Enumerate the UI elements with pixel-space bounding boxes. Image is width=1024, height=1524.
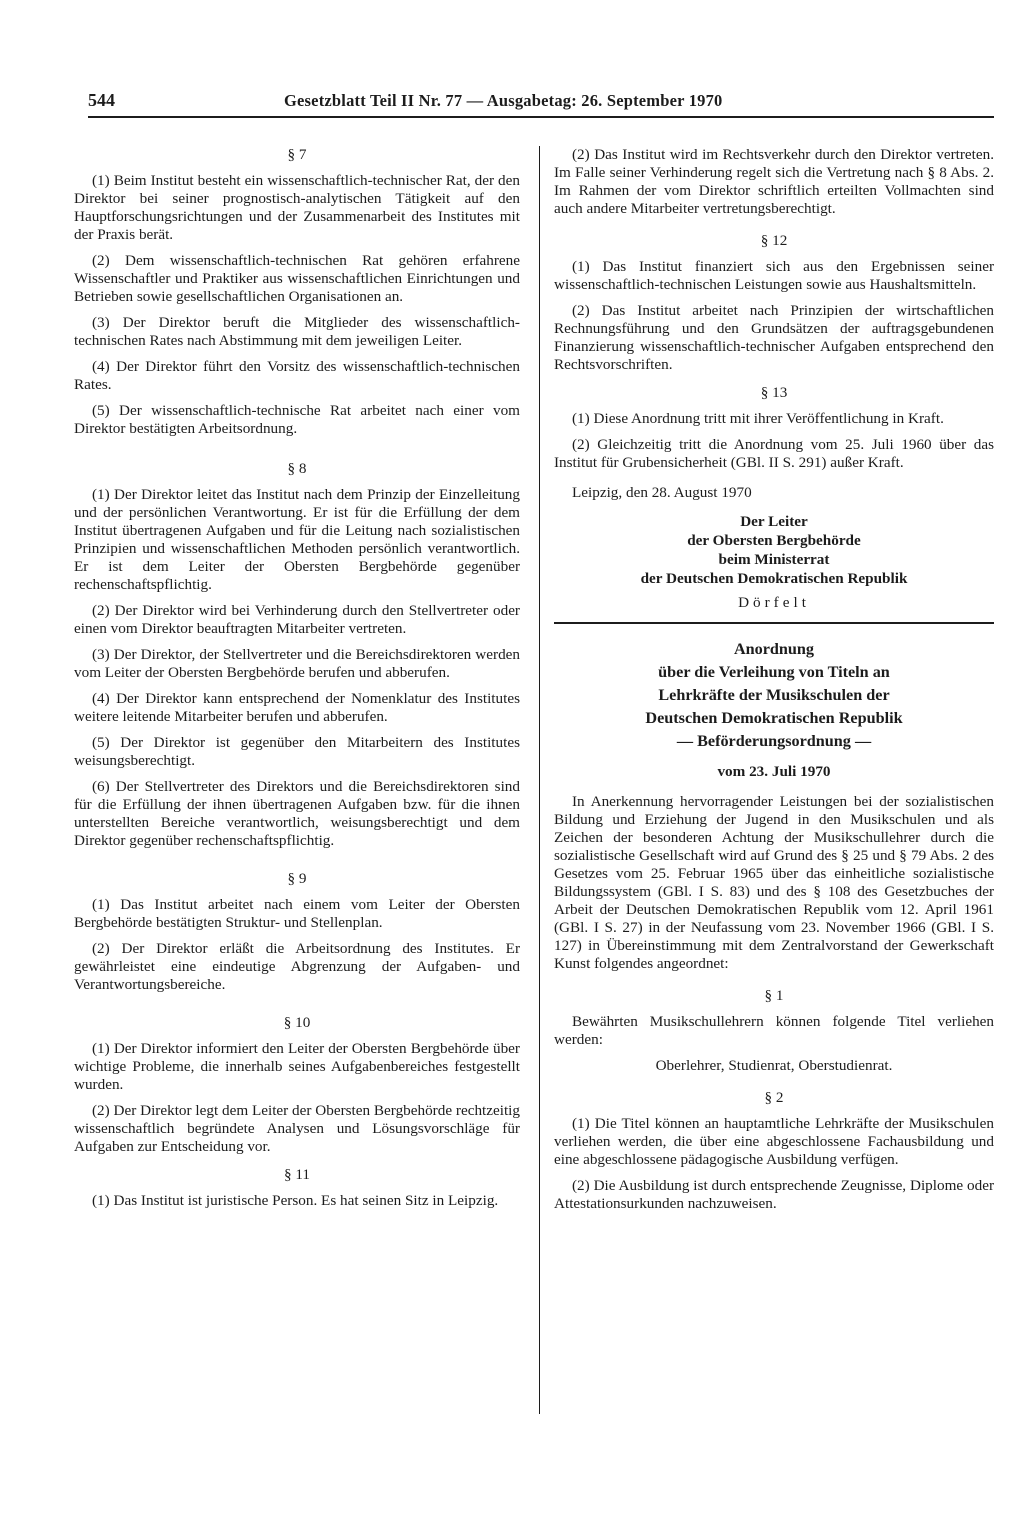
ordinance-title: Deutschen Demokratischen Republik xyxy=(645,709,903,727)
titles-list: Oberlehrer, Studienrat, Oberstudienrat. xyxy=(655,1057,893,1074)
right-column xyxy=(554,146,994,1221)
paragraph: (1) Die Titel können an hauptamtliche Lehrkräfte der Musikschulen verliehen werden, die über eine abgeschlossene Fachausbildung und eine abgeschlossene pädagogische Ausbildung verfügen. xyxy=(554,1115,994,1168)
signatory-name: Dörfelt xyxy=(738,594,810,611)
section-heading: § 13 xyxy=(760,384,788,401)
paragraph: (5) Der Direktor ist gegenüber den Mitarbeitern des Institutes weisungsberechtigt. xyxy=(74,734,520,769)
paragraph: (1) Der Direktor informiert den Leiter der Obersten Bergbehörde über wichtige Probleme, die innerhalb seines Aufgabenbereiches festgestellt wurden. xyxy=(74,1040,520,1093)
paragraph: (2) Die Ausbildung ist durch entsprechende Zeugnisse, Diplome oder Attestationsurkunden nachzuweisen. xyxy=(554,1177,994,1212)
paragraph: (2) Das Institut arbeitet nach Prinzipien der wirtschaftlichen Rechnungsführung und den Grundsätzen der auftragsgebundenen Finanzierung wissenschaftlich-technischer Aufgaben entsprechend den Rechtsvorschriften. xyxy=(554,302,994,373)
paragraph: Bewährten Musikschullehrern können folgende Titel verliehen werden: xyxy=(554,1013,994,1048)
paragraph: (6) Der Stellvertreter des Direktors und die Bereichsdirektoren sind für die Erfüllung der ihnen übertragenen Aufgaben bzw. für die ihnen unterstellten Bereiche verantwortlich, weisungsberechtigt und dem Direktor gegenüber rechenschaftspflichtig. xyxy=(74,778,520,849)
section-heading: § 11 xyxy=(283,1166,310,1183)
signature-line: der Obersten Bergbehörde xyxy=(687,532,861,549)
paragraph: (2) Der Direktor legt dem Leiter der Obersten Bergbehörde rechtzeitig wissenschaftlich begründete Analysen und Lösungsvorschläge für Aufgaben zur Entscheidung vor. xyxy=(74,1102,520,1155)
left-column xyxy=(74,146,520,1218)
paragraph: (2) Der Direktor erläßt die Arbeitsordnung des Institutes. Er gewährleistet eine eindeutige Abgrenzung der Aufgaben- und Verantwortungsbereiche. xyxy=(74,940,520,993)
page-header xyxy=(88,86,994,118)
preamble: In Anerkennung hervorragender Leistungen bei der sozialistischen Bildung und Erziehung der Jugend in den Musikschulen und als Zeichen der besonderen Achtung der Musikschullehrer durch die sozialistische Gesellschaft wird auf Grund des § 25 und § 79 Abs. 2 des Gesetzes vom 25. Februar 1965 über das einheitliche sozialistische Bildungssystem (GBl. I S. 83) und des § 108 des Gesetzbuches der Arbeit der Deutschen Demokratischen Republik vom 12. April 1961 (GBl. I S. 27) in der Neufassung vom 23. November 1966 (GBl. I S. 127) in Übereinstimmung mit dem Zentralvorstand der Gewerkschaft Kunst folgendes angeordnet: xyxy=(554,793,994,972)
paragraph: (1) Das Institut arbeitet nach einem vom Leiter der Obersten Bergbehörde bestätigten Struktur- und Stellenplan. xyxy=(74,896,520,931)
section-heading: § 12 xyxy=(760,232,788,249)
place-date: Leipzig, den 28. August 1970 xyxy=(572,484,752,501)
paragraph: (3) Der Direktor, der Stellvertreter und die Bereichsdirektoren werden vom Leiter der Obersten Bergbehörde berufen und abberufen. xyxy=(74,646,520,681)
paragraph: (2) Dem wissenschaftlich-technischen Rat gehören erfahrene Wissenschaftler und Praktiker aus wissenschaftlichen Einrichtungen und Betrieben sowie gesellschaftlichen Organisationen an. xyxy=(74,252,520,305)
paragraph: (1) Das Institut ist juristische Person. Es hat seinen Sitz in Leipzig. xyxy=(92,1192,499,1209)
paragraph: (2) Gleichzeitig tritt die Anordnung vom 25. Juli 1960 über das Institut für Grubensicherheit (GBl. II S. 291) außer Kraft. xyxy=(554,436,994,471)
divider-rule xyxy=(554,622,994,624)
page-number: 544 xyxy=(88,90,115,110)
paragraph: (1) Diese Anordnung tritt mit ihrer Veröffentlichung in Kraft. xyxy=(572,410,944,427)
paragraph: (1) Der Direktor leitet das Institut nach dem Prinzip der Einzelleitung und der persönlichen Verantwortung. Er ist für die Erfüllung der dem Institut übertragenen Aufgaben und für die Leitung nach sozialistischen Prinzipien und wissenschaftlichen Methoden persönlich verantwortlich. Er ist dem Leiter der Obersten Bergbehörde gegenüber rechenschaftspflichtig. xyxy=(74,486,520,593)
paragraph: (4) Der Direktor führt den Vorsitz des wissenschaftlich-technischen Rates. xyxy=(74,358,520,393)
signature-line: der Deutschen Demokratischen Republik xyxy=(640,570,908,587)
section-heading: § 10 xyxy=(283,1014,311,1031)
ordinance-title: über die Verleihung von Titeln an xyxy=(658,663,890,681)
signature-line: beim Ministerrat xyxy=(718,551,830,568)
paragraph: (2) Der Direktor wird bei Verhinderung durch den Stellvertreter oder einen vom Direktor beauftragten Mitarbeiter vertreten. xyxy=(74,602,520,637)
column-divider xyxy=(539,146,540,1414)
section-heading: § 9 xyxy=(287,870,307,887)
paragraph: (4) Der Direktor kann entsprechend der Nomenklatur des Institutes weitere leitende Mitarbeiter berufen und abberufen. xyxy=(74,690,520,725)
header-title: Gesetzblatt Teil II Nr. 77 — Ausgabetag: 26. September 1970 xyxy=(284,91,723,110)
section-heading: § 7 xyxy=(287,146,307,163)
ordinance-title: Lehrkräfte der Musikschulen der xyxy=(658,686,890,704)
ordinance-subtitle: — Beförderungsordnung — xyxy=(676,732,872,750)
section-heading: § 8 xyxy=(287,460,307,477)
paragraph: (5) Der wissenschaftlich-technische Rat arbeitet nach einer vom Direktor bestätigten Arbeitsordnung. xyxy=(74,402,520,437)
paragraph: (1) Beim Institut besteht ein wissenschaftlich-technischer Rat, der den Direktor bei seiner prognostisch-analytischen Tätigkeit auf den Hauptforschungsrichtungen und der Zusammenarbeit des Institutes mit der Praxis berät. xyxy=(74,172,520,243)
section-heading: § 2 xyxy=(764,1089,784,1106)
signature-line: Der Leiter xyxy=(740,513,808,530)
section-heading: § 1 xyxy=(764,987,784,1004)
ordinance-title: Anordnung xyxy=(733,640,815,658)
paragraph: (1) Das Institut finanziert sich aus den Ergebnissen seiner wissenschaftlich-technischen Leistungen sowie aus Haushaltsmitteln. xyxy=(554,258,994,293)
ordinance-date: vom 23. Juli 1970 xyxy=(717,763,831,780)
paragraph: (3) Der Direktor beruft die Mitglieder des wissenschaftlich-technischen Rates nach Abstimmung mit dem jeweiligen Leiter. xyxy=(74,314,520,349)
paragraph: (2) Das Institut wird im Rechtsverkehr durch den Direktor vertreten. Im Falle seiner Verhinderung regelt sich die Vertretung nach § 8 Abs. 2. Im Rahmen der vom Direktor schriftlich erteilten Vollmachten sind auch andere Mitarbeiter vertretungsberechtigt. xyxy=(554,146,994,217)
